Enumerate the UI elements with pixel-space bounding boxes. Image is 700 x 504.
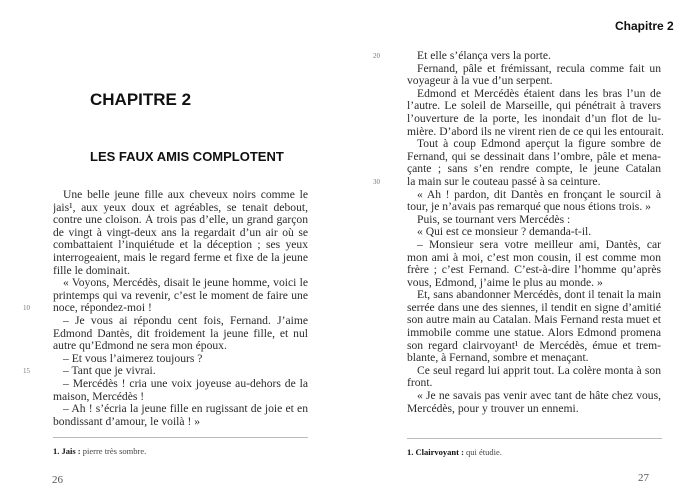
line-text: vous, Edmond, j’aime le plus au monde. » xyxy=(407,275,603,289)
line-text: Et elle s’élança vers la porte. xyxy=(417,49,551,62)
footnote xyxy=(53,446,146,456)
line-text: – Je vous ai répondu cent fois, Fernand. J’aime xyxy=(63,314,308,327)
text-line xyxy=(407,252,661,265)
text-line xyxy=(407,138,661,151)
page-number: 26 xyxy=(52,474,63,486)
text-line xyxy=(407,352,661,365)
line-text: frère ; c’est Fernand. C’est-à-dire l’homme qu’après xyxy=(407,264,661,277)
text-line xyxy=(407,327,661,340)
line-text: noce, répondez-moi ! xyxy=(53,301,152,315)
text-line xyxy=(53,189,308,202)
footnote-term: 1. Clairvoyant : xyxy=(407,447,464,457)
line-number: 15 xyxy=(23,367,30,376)
text-line xyxy=(407,75,661,88)
body-text xyxy=(23,189,308,428)
text-line xyxy=(53,214,308,227)
line-text: maison, Mercédès ! xyxy=(53,389,145,403)
line-text: bondissant d’amour, le voilà ! » xyxy=(53,414,201,428)
line-text: Et, sans abandonner Mercédès, dont il tenait la main xyxy=(417,289,661,302)
text-line xyxy=(53,227,308,240)
line-text: mière. D’abord ils ne virent rien de ce qui les entourait. xyxy=(407,124,664,138)
line-text: tour, je n’avais pas remarqué que nous étions trois. » xyxy=(407,200,651,214)
line-text: interrogeaient, mais le regard ferme et fixe de la jeune xyxy=(53,251,308,264)
footnote-divider xyxy=(407,438,662,439)
text-line xyxy=(407,88,661,101)
line-text: de vingt à vingt-deux ans la regardait d’un air où se xyxy=(53,226,308,239)
line-number: 30 xyxy=(373,177,380,186)
line-text: blante, à Fernand, sombre et menaçant. xyxy=(407,351,589,365)
line-text: Ce seul regard lui apprit tout. La colère monta à son xyxy=(417,364,661,377)
line-text: front. xyxy=(407,376,433,390)
text-line xyxy=(407,403,661,416)
text-line xyxy=(407,314,661,327)
footnote xyxy=(407,447,502,457)
line-text: Fernand, qui se dessinait dans l’ombre, pâle et mena- xyxy=(407,150,661,163)
text-line xyxy=(23,364,308,378)
line-text: – Et vous l’aimerez toujours ? xyxy=(63,351,203,365)
footnote-definition: qui étudie. xyxy=(466,447,502,457)
line-text: – Monsieur sera votre meilleur ami, Dantès, car xyxy=(417,238,661,251)
line-text: çante ; sans s’en rendre compte, le jeune Catalan xyxy=(407,163,661,176)
line-text: – Ah ! s’écria la jeune fille en rugissant de joie et en xyxy=(63,403,308,416)
text-line xyxy=(407,365,661,378)
text-line xyxy=(407,302,661,315)
line-number: 20 xyxy=(373,52,380,60)
right-page xyxy=(350,0,700,504)
line-text: serrée dans une des siennes, il tendit en signe d’amitié xyxy=(407,301,661,314)
line-text: autre qu’Edmond ne sera mon époux. xyxy=(53,339,227,353)
line-text: Une belle jeune fille aux cheveux noirs comme le xyxy=(63,189,308,201)
text-line xyxy=(407,151,661,164)
line-text: Fernand, pâle et frémissant, recula comme fait un xyxy=(417,62,661,75)
line-text: son regard clairvoyant¹ de Mercédès, émue et trem- xyxy=(407,339,661,352)
text-line xyxy=(53,315,308,328)
text-line xyxy=(23,301,308,315)
footnote-divider xyxy=(53,437,308,438)
line-text: Tout à coup Edmond aperçut la figure sombre de xyxy=(417,138,661,151)
text-line xyxy=(373,49,661,63)
line-text: « Voyons, Mercédès, disait le jeune homme, voici le xyxy=(63,277,308,290)
line-text: jais¹, aux yeux doux et agréables, se tenait debout, xyxy=(53,201,308,214)
text-line xyxy=(407,239,661,252)
text-line xyxy=(53,277,308,290)
line-text: l’ouverture de la porte, les inondait d’un flot de lu- xyxy=(407,112,661,125)
line-text: mon ami à moi, c’est mon cousin, il est comme mon xyxy=(407,251,661,264)
line-text: printemps qui va revenir, c’est le moment de faire une xyxy=(53,289,308,302)
text-line xyxy=(53,202,308,215)
line-text: l’autre. Le soleil de Marseille, qui pénétrait à travers xyxy=(407,100,661,113)
text-line xyxy=(53,239,308,252)
text-line xyxy=(407,277,661,290)
line-text: Puis, se tournant vers Mercédès : xyxy=(417,212,571,226)
line-text: voyageur à la vue d’un serpent. xyxy=(407,74,553,88)
line-text: « Qui est ce monsieur ? demanda-t-il. xyxy=(417,225,592,239)
chapter-title: CHAPITRE 2 xyxy=(90,90,192,109)
text-line xyxy=(407,226,661,239)
text-line xyxy=(407,124,664,139)
text-line xyxy=(53,416,308,429)
line-text: – Mercédès ! cria une voix joyeuse au-dehors de la xyxy=(63,377,308,390)
chapter-subtitle: LES FAUX AMIS COMPLOTENT xyxy=(90,149,284,164)
line-text: – Tant que je vivrai. xyxy=(63,364,156,378)
body-text xyxy=(373,49,664,415)
text-line xyxy=(373,174,661,189)
line-text: Edmond Dantès, dit froidement la jeune fille, et nul xyxy=(53,327,308,340)
footnote-term: 1. Jais : xyxy=(53,446,81,456)
line-text: immobile comme une statue. Alors Edmond promena xyxy=(407,327,661,340)
line-text: « Je ne savais pas venir avec tant de hâte chez vous, xyxy=(417,390,661,403)
text-line xyxy=(53,391,308,404)
footnote-definition: pierre très sombre. xyxy=(82,446,147,456)
page-number: 27 xyxy=(638,472,649,484)
text-line xyxy=(407,289,661,302)
line-text: fille le dominait. xyxy=(53,263,130,277)
line-text: Mercédès, pour y trouver un ennemi. xyxy=(407,401,579,415)
line-text: la main sur le couteau passé à sa ceinture. xyxy=(407,174,601,188)
line-text: Edmond et Mercédès étaient dans les bras l’un de xyxy=(417,87,661,100)
line-number: 10 xyxy=(23,304,30,313)
line-text: son autre main au Catalan. Mais Fernand resta muet et xyxy=(407,314,661,327)
line-text: combattaient l’inquiétude et la déception ; ses yeux xyxy=(53,239,308,252)
running-head: Chapitre 2 xyxy=(615,19,674,33)
text-line xyxy=(53,265,308,278)
line-text: contre une cloison. À trois pas d’elle, un grand garçon xyxy=(53,214,308,227)
line-text: « Ah ! pardon, dit Dantès en fronçant le sourcil à xyxy=(417,188,661,201)
text-line xyxy=(407,100,661,113)
text-line xyxy=(407,377,661,390)
